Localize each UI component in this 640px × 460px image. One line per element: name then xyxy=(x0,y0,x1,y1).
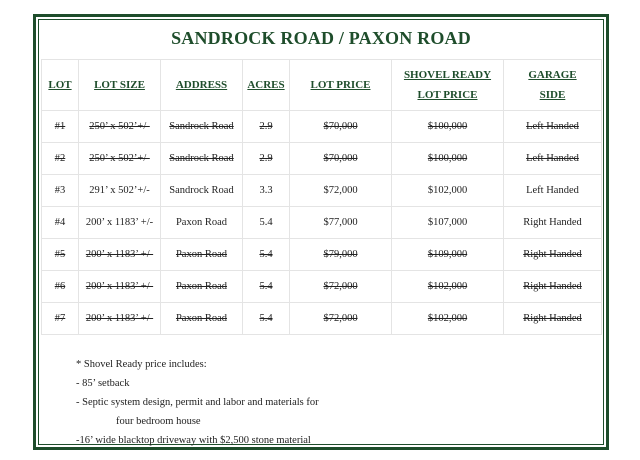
cell-garage: Left Handed xyxy=(504,175,602,207)
table-row xyxy=(42,303,602,335)
header-address: ADDRESS xyxy=(161,60,243,111)
cell-price: $70,000 xyxy=(290,111,392,143)
table-row xyxy=(42,239,602,271)
cell-acres: 5.4 xyxy=(243,303,290,335)
cell-acres: 5.4 xyxy=(243,207,290,239)
cell-garage: Left Handed xyxy=(504,111,602,143)
price-sheet xyxy=(33,14,609,450)
cell-shovel-price: $102,000 xyxy=(392,271,504,303)
cell-size: 200’ x 1183’ +/- xyxy=(79,239,161,271)
note-septic-continued: four bedroom house xyxy=(116,416,201,427)
header-garage-side xyxy=(504,60,602,111)
cell-shovel-price: $100,000 xyxy=(392,143,504,175)
cell-acres: 2.9 xyxy=(243,143,290,175)
cell-address: Paxon Road xyxy=(161,239,243,271)
cell-address: Paxon Road xyxy=(161,303,243,335)
cell-price: $70,000 xyxy=(290,143,392,175)
lot-table xyxy=(41,59,602,335)
table-row xyxy=(42,207,602,239)
header-lot: LOT xyxy=(42,60,79,111)
cell-size: 291’ x 502’+/- xyxy=(79,175,161,207)
cell-address: Paxon Road xyxy=(161,271,243,303)
cell-address: Paxon Road xyxy=(161,207,243,239)
cell-acres: 5.4 xyxy=(243,239,290,271)
cell-lot: #5 xyxy=(42,239,79,271)
table-row xyxy=(42,271,602,303)
note-setback: - 85’ setback xyxy=(76,378,130,389)
note-heading: * Shovel Ready price includes: xyxy=(76,359,207,370)
cell-price: $79,000 xyxy=(290,239,392,271)
cell-price: $72,000 xyxy=(290,271,392,303)
cell-acres: 5.4 xyxy=(243,271,290,303)
cell-shovel-price: $109,000 xyxy=(392,239,504,271)
page-title: SANDROCK ROAD / PAXON ROAD xyxy=(171,28,471,48)
cell-shovel-price: $102,000 xyxy=(392,175,504,207)
cell-shovel-price: $100,000 xyxy=(392,111,504,143)
cell-lot: #4 xyxy=(42,207,79,239)
table-row xyxy=(42,143,602,175)
header-garage-line1: GARAGE xyxy=(528,69,577,81)
cell-garage: Left Handed xyxy=(504,143,602,175)
cell-garage: Right Handed xyxy=(504,303,602,335)
header-lot-price: LOT PRICE xyxy=(290,60,392,111)
cell-garage: Right Handed xyxy=(504,207,602,239)
cell-acres: 3.3 xyxy=(243,175,290,207)
table-row xyxy=(42,175,602,207)
cell-garage: Right Handed xyxy=(504,271,602,303)
header-acres: ACRES xyxy=(243,60,290,111)
notes-block xyxy=(76,355,319,450)
cell-lot: #1 xyxy=(42,111,79,143)
cell-acres: 2.9 xyxy=(243,111,290,143)
cell-lot: #6 xyxy=(42,271,79,303)
header-garage-line2: SIDE xyxy=(539,89,566,101)
cell-size: 200’ x 1183’ +/- xyxy=(79,303,161,335)
cell-size: 200’ x 1183’ +/- xyxy=(79,271,161,303)
cell-lot: #2 xyxy=(42,143,79,175)
table-header-row xyxy=(42,60,602,111)
cell-address: Sandrock Road xyxy=(161,175,243,207)
note-driveway: -16’ wide blacktop driveway with $2,500 stone material xyxy=(76,435,311,446)
cell-garage: Right Handed xyxy=(504,239,602,271)
header-lot-size: LOT SIZE xyxy=(79,60,161,111)
table-row xyxy=(42,111,602,143)
cell-size: 250’ x 502’+/- xyxy=(79,111,161,143)
header-shovel-line1: SHOVEL READY xyxy=(403,69,492,81)
cell-shovel-price: $107,000 xyxy=(392,207,504,239)
cell-lot: #7 xyxy=(42,303,79,335)
cell-size: 250’ x 502’+/- xyxy=(79,143,161,175)
header-shovel-ready xyxy=(392,60,504,111)
header-shovel-line2: LOT PRICE xyxy=(417,89,478,101)
cell-shovel-price: $102,000 xyxy=(392,303,504,335)
cell-address: Sandrock Road xyxy=(161,143,243,175)
cell-size: 200’ x 1183’ +/- xyxy=(79,207,161,239)
cell-address: Sandrock Road xyxy=(161,111,243,143)
cell-price: $77,000 xyxy=(290,207,392,239)
cell-price: $72,000 xyxy=(290,175,392,207)
cell-price: $72,000 xyxy=(290,303,392,335)
note-septic: - Septic system design, permit and labor and materials for xyxy=(76,397,319,408)
cell-lot: #3 xyxy=(42,175,79,207)
